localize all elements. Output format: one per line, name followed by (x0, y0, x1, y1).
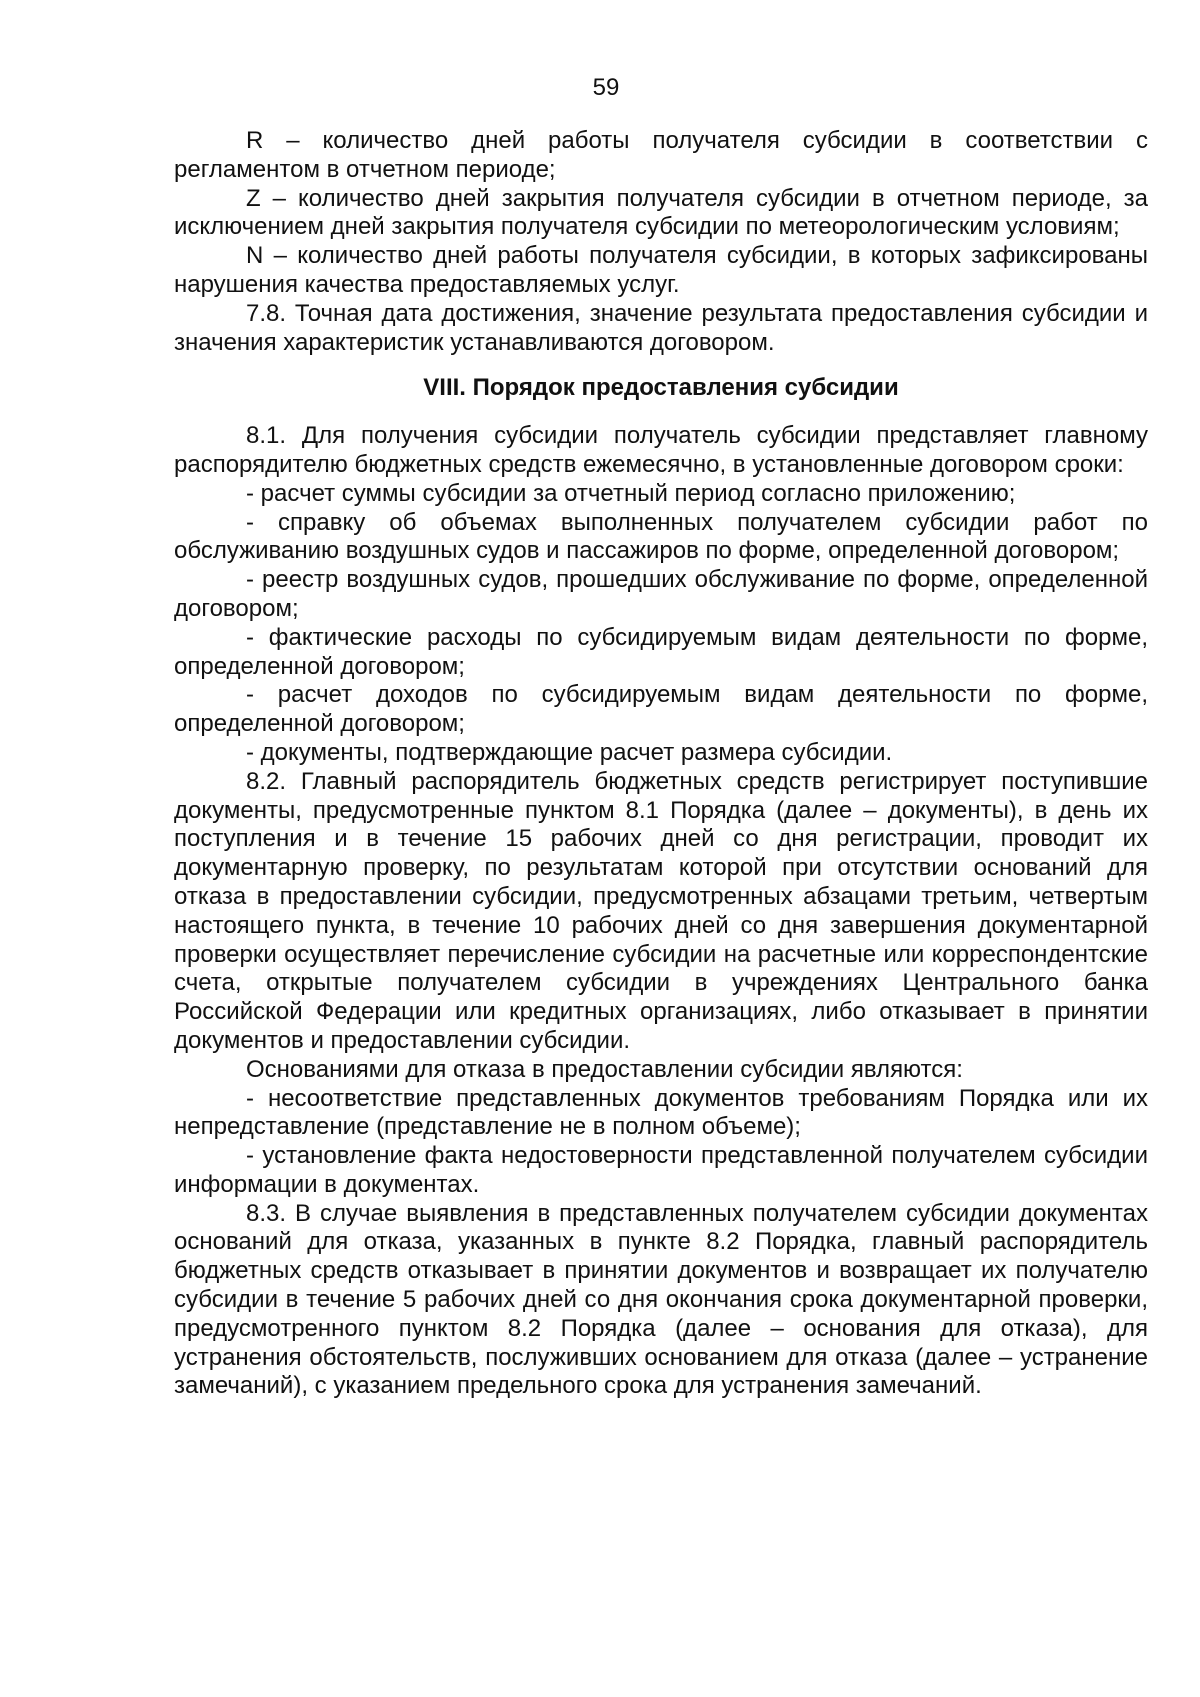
definition-r: R – количество дней работы получателя субсидии в соответствии с регламентом в отчетном периоде; (174, 127, 1148, 183)
list-item-aircraft-register: - реестр воздушных судов, прошедших обслуживание по форме, определенной договором; (174, 566, 1148, 622)
definition-n: N – количество дней работы получателя субсидии, в которых зафиксированы нарушения качества предоставляемых услуг. (174, 242, 1148, 298)
page-number: 59 (592, 74, 620, 101)
list-item-calculation: - расчет суммы субсидии за отчетный период согласно приложению; (246, 479, 1016, 507)
list-item-actual-expenses: - фактические расходы по субсидируемым видам деятельности по форме, определенной договором; (174, 623, 1148, 680)
clause-8-2: 8.2. Главный распорядитель бюджетных средств регистрирует поступившие документы, предусмотренные пунктом 8.1 Порядка (далее – документы), в день их поступления и в течение 15 рабочих дней со дня регистрации, проводит их документарную проверку, по результатам которой при отсутствии оснований для отказа в предоставлении субсидии, предусмотренных абзацами третьим, четвертым настоящего пункта, в течение 10 рабочих дней со дня завершения документарной проверки осуществляет перечисление субсидии на расчетные или корреспондентские счета, открытые получателем субсидии в учреждениях Центрального банка Российской Федерации или кредитных организациях, либо отказывает в принятии документов и предоставлении субсидии. (174, 767, 1148, 1054)
refusal-ground-false-info: - установление факта недостоверности представленной получателем субсидии информации в документах. (174, 1142, 1148, 1198)
clause-7-8: 7.8. Точная дата достижения, значение результата предоставления субсидии и значения характеристик устанавливаются договором. (174, 299, 1148, 356)
list-item-work-report: - справку об объемах выполненных получателем субсидии работ по обслуживанию воздушных судов и пассажиров по форме, определенной договором; (174, 508, 1148, 565)
list-item-supporting-documents: - документы, подтверждающие расчет размера субсидии. (246, 738, 893, 766)
refusal-grounds-intro: Основаниями для отказа в предоставлении субсидии являются: (246, 1055, 963, 1083)
definition-z: Z – количество дней закрытия получателя субсидии в отчетном периоде, за исключением дней закрытия получателя субсидии по метеорологическим условиям; (174, 184, 1148, 241)
section-heading: VIII. Порядок предоставления субсидии (423, 374, 899, 402)
clause-8-1: 8.1. Для получения субсидии получатель субсидии представляет главному распорядителю бюджетных средств ежемесячно, в установленные договором сроки: (174, 422, 1148, 478)
clause-8-3: 8.3. В случае выявления в представленных получателем субсидии документах оснований для отказа, указанных в пункте 8.2 Порядка, главный распорядитель бюджетных средств отказывает в принятии документов и возвращает их получателю субсидии в течение 5 рабочих дней со дня окончания срока документарной проверки, предусмотренного пунктом 8.2 Порядка (далее – основания для отказа), для устранения обстоятельств, послуживших основанием для отказа (далее – устранение замечаний), с указанием предельного срока для устранения замечаний. (174, 1199, 1148, 1400)
list-item-income-calculation: - расчет доходов по субсидируемым видам деятельности по форме, определенной договором; (174, 681, 1148, 738)
refusal-ground-noncompliance: - несоответствие представленных документов требованиям Порядка или их непредставление (представление не в полном объеме); (174, 1084, 1148, 1141)
document-text (174, 127, 1148, 1401)
